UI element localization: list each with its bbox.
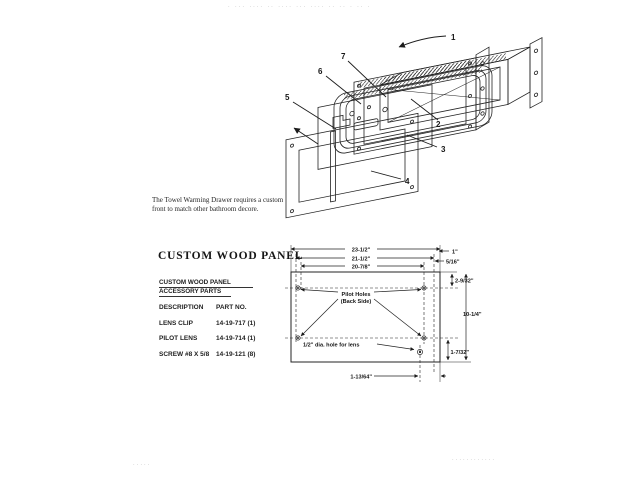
column-part-no: PART NO. xyxy=(216,304,247,311)
callout-4: 4 xyxy=(405,177,410,186)
table-row xyxy=(159,351,299,358)
dim-height-total: 10-1/4" xyxy=(463,312,482,318)
dim-offset-bottom: 1-7/32" xyxy=(450,350,470,356)
callout-leaders xyxy=(293,36,446,179)
mounting-plate-part xyxy=(354,47,489,154)
illegible-header-text: · ··· ···· ·· ···· ··· ···· ·· ·· · ·· · xyxy=(228,4,372,10)
exploded-view xyxy=(285,33,542,218)
dim-width-inner: 20-7/8" xyxy=(351,264,371,271)
dim-offset-top: 2-9/32" xyxy=(455,278,474,285)
construction-lines xyxy=(285,254,458,382)
table-header-row xyxy=(159,304,299,311)
dim-offset-right-2: 5/16" xyxy=(446,259,460,266)
lens-hole xyxy=(377,344,423,355)
table-row xyxy=(159,335,299,342)
extension-lines xyxy=(291,245,471,382)
callout-7: 7 xyxy=(341,52,346,61)
part-description: SCREW #8 X 5/8 xyxy=(159,350,210,358)
callout-2: 2 xyxy=(436,120,441,129)
table-row xyxy=(159,320,299,327)
column-description: DESCRIPTION xyxy=(159,304,204,311)
part-description: LENS CLIP xyxy=(159,319,193,327)
part-number: 14-19-121 (8) xyxy=(216,350,256,358)
drawing-caption xyxy=(152,196,332,214)
callout-5: 5 xyxy=(285,93,290,102)
panel-outline xyxy=(291,272,440,362)
caption-line-2: front to match other bathroom decore. xyxy=(152,205,259,213)
illegible-footer-right-text: ············ xyxy=(452,457,496,463)
callout-6: 6 xyxy=(318,67,323,76)
part-number: 14-19-717 (1) xyxy=(216,319,256,327)
part-number: 14-19-714 (1) xyxy=(216,335,256,342)
dimension-drawing xyxy=(285,245,482,382)
table-heading-line2: ACCESSORY PARTS xyxy=(159,288,231,297)
dim-width-outer: 23-1/2" xyxy=(351,247,371,254)
lens-hole-label: 1/2" dia. hole for lens xyxy=(303,342,360,349)
dim-offset-right-1: 1" xyxy=(452,249,458,256)
table-heading-line1: CUSTOM WOOD PANEL xyxy=(159,279,253,288)
illegible-footer-left-text: ····· xyxy=(133,462,152,468)
pilot-holes-label-line1: Pilot Holes xyxy=(341,292,371,298)
dim-width-mid: 21-1/2" xyxy=(351,256,371,263)
accessory-parts-table xyxy=(159,279,299,358)
part-description: PILOT LENS xyxy=(159,335,198,342)
caption-line-1: The Towel Warming Drawer requires a custom xyxy=(152,196,284,204)
pilot-holes-label-line2: (Back Side) xyxy=(340,299,372,305)
housing-flange xyxy=(530,38,542,108)
section-title: CUSTOM WOOD PANEL xyxy=(158,250,304,262)
callout-3: 3 xyxy=(441,145,446,154)
dim-offset-lens: 1-13/64" xyxy=(350,374,372,381)
callout-1: 1 xyxy=(451,33,456,42)
